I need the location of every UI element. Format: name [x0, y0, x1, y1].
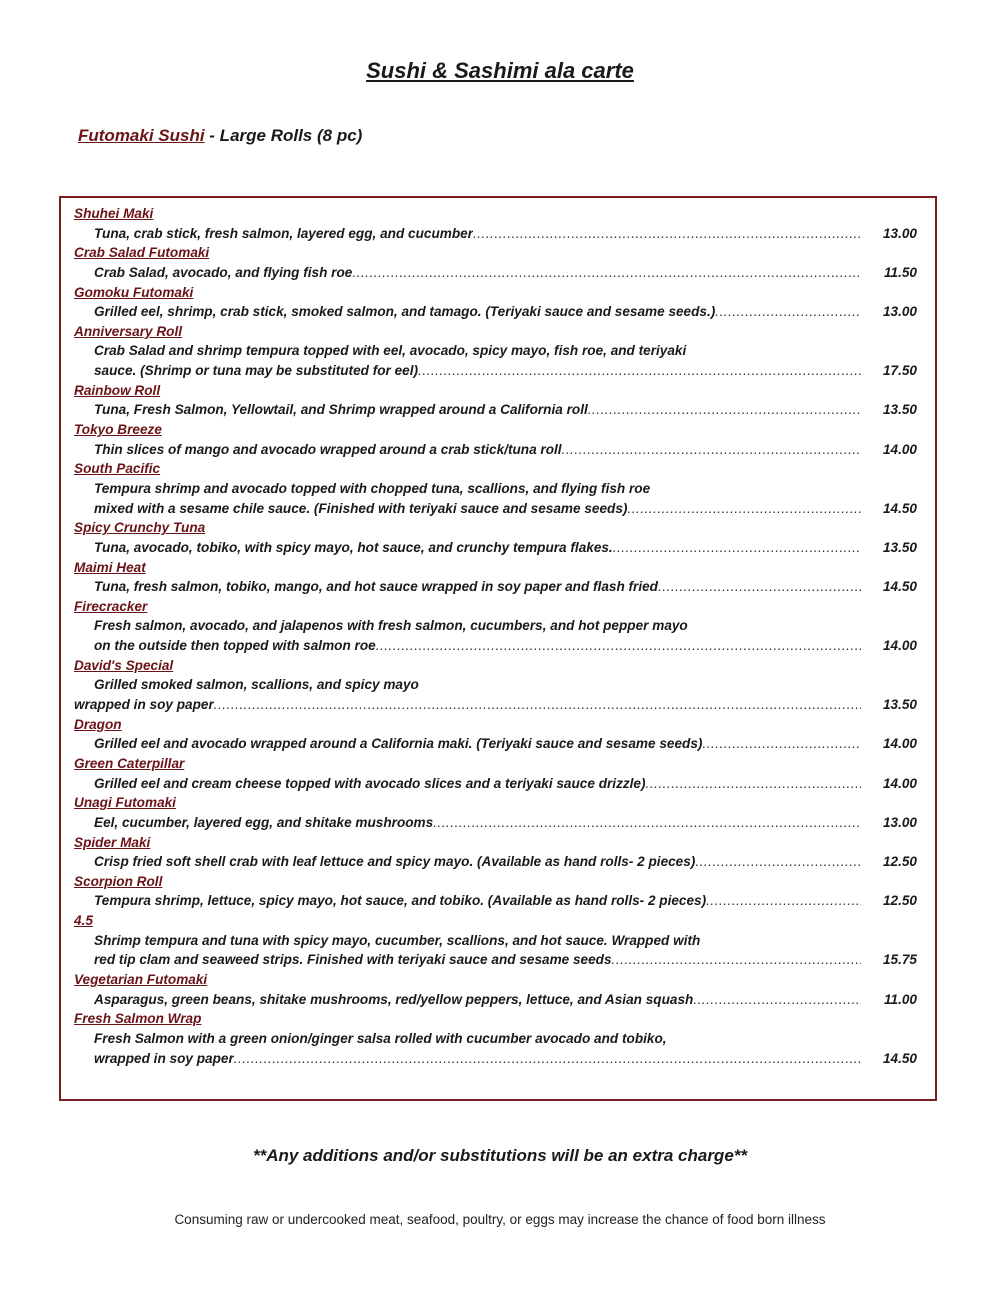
section-heading [78, 126, 362, 146]
menu-item-price: 14.00 [882, 441, 917, 457]
menu-item-description: sauce. (Shrimp or tuna may be substituted for eel) [94, 363, 419, 379]
dot-leader [214, 695, 861, 715]
menu-item [74, 754, 917, 793]
menu-item-price-row [74, 224, 917, 244]
menu-item [74, 793, 917, 832]
menu-item-price: 13.50 [882, 697, 917, 713]
menu-item [74, 518, 917, 557]
menu-item-description: on the outside then topped with salmon roe [94, 638, 376, 654]
menu-item-price: 14.00 [882, 775, 917, 791]
menu-item-description: mixed with a sesame chile sauce. (Finished with teriyaki sauce and sesame seeds) [94, 500, 628, 516]
menu-item-price: 14.50 [882, 500, 917, 516]
menu-item-description: Tuna, avocado, tobiko, with spicy mayo, hot sauce, and crunchy tempura flakes. [94, 539, 613, 555]
menu-item-name: Tokyo Breeze [74, 422, 162, 438]
menu-item [74, 204, 917, 243]
menu-item-price-row [74, 990, 917, 1010]
menu-item-price: 12.50 [882, 854, 917, 870]
menu-item-price-row [74, 400, 917, 420]
menu-item-price-row [74, 263, 917, 283]
menu-item-description: Grilled smoked salmon, scallions, and spicy mayo [94, 677, 419, 693]
menu-item-price: 11.00 [883, 991, 917, 1007]
menu-item-price-row [74, 891, 917, 911]
menu-item-price-row [74, 577, 917, 597]
menu-item [74, 911, 917, 970]
menu-item-name: Spicy Crunchy Tuna [74, 520, 206, 536]
page-title: Sushi & Sashimi ala carte [366, 58, 634, 83]
menu-item-description: Fresh salmon, avocado, and jalapenos with fresh salmon, cucumbers, and hot pepper mayo [94, 618, 688, 634]
menu-item-price: 14.50 [882, 579, 917, 595]
dot-leader [646, 774, 861, 794]
menu-item [74, 833, 917, 872]
menu-item-description: Asparagus, green beans, shitake mushrooms, red/yellow peppers, lettuce, and Asian squash [94, 991, 694, 1007]
menu-item-name: Crab Salad Futomaki [74, 245, 210, 261]
dot-leader [702, 734, 861, 754]
dot-leader [658, 577, 861, 597]
dot-leader [234, 1049, 861, 1069]
menu-item-description: Crab Salad, avocado, and flying fish roe [94, 264, 353, 280]
footer-note: **Any additions and/or substitutions will be an extra charge** [252, 1146, 748, 1165]
menu-item-price: 11.50 [883, 264, 917, 280]
menu-item-description: Crab Salad and shrimp tempura topped with eel, avocado, spicy mayo, fish roe, and teriyaki [94, 343, 687, 359]
menu-item-description: wrapped in soy paper [94, 1050, 234, 1066]
menu-item-name: Rainbow Roll [74, 382, 161, 398]
menu-item-price: 13.00 [882, 304, 917, 320]
menu-item-price-row [74, 361, 917, 381]
menu-item-price: 13.50 [882, 539, 917, 555]
menu-item-description: red tip clam and seaweed strips. Finished with teriyaki sauce and sesame seeds [94, 952, 612, 968]
menu-item-price-row [74, 499, 917, 519]
dot-leader [612, 950, 861, 970]
menu-item-name: Unagi Futomaki [74, 795, 176, 811]
dot-leader [588, 400, 861, 420]
menu-item-name: Firecracker [74, 598, 148, 614]
menu-item [74, 970, 917, 1009]
menu-item-price: 14.00 [882, 638, 917, 654]
menu-item [74, 558, 917, 597]
menu-item-name: 4.5 [74, 913, 93, 929]
menu-item-price: 12.50 [882, 893, 917, 909]
menu-item-description: Grilled eel and cream cheese topped with avocado slices and a teriyaki sauce drizzle) [94, 775, 646, 791]
menu-item-name: Scorpion Roll [74, 873, 163, 889]
menu-item-description: Tempura shrimp and avocado topped with chopped tuna, scallions, and flying fish roe [94, 480, 651, 496]
menu-item-name: Maimi Heat [74, 559, 146, 575]
menu-item-price: 15.75 [882, 952, 917, 968]
menu-item-description: Tuna, crab stick, fresh salmon, layered egg, and cucumber [94, 225, 473, 241]
menu-item-price-row [74, 950, 917, 970]
menu-item-description: Crisp fried soft shell crab with leaf lettuce and spicy mayo. (Available as hand rolls- 2 pieces) [94, 854, 696, 870]
section-name: Futomaki Sushi [78, 126, 205, 145]
menu-item-name: Vegetarian Futomaki [74, 971, 208, 987]
menu-item-price-row [74, 734, 917, 754]
dot-leader [473, 224, 861, 244]
menu-item-name: Fresh Salmon Wrap [74, 1011, 202, 1027]
menu-item-description: wrapped in soy paper [74, 697, 214, 713]
dot-leader [627, 499, 861, 519]
dot-leader [376, 636, 861, 656]
menu-item-price: 13.00 [882, 225, 917, 241]
menu-item-price-row [74, 302, 917, 322]
menu-item [74, 459, 917, 518]
menu-item-price: 13.50 [882, 402, 917, 418]
menu-item-price-row [74, 774, 917, 794]
dot-leader [715, 302, 861, 322]
menu-item-description: Fresh Salmon with a green onion/ginger salsa rolled with cucumber avocado and tobiko, [94, 1030, 667, 1046]
dot-leader [695, 852, 861, 872]
dot-leader [706, 891, 861, 911]
menu-item-price-row [74, 813, 917, 833]
menu-item-price-row [74, 852, 917, 872]
menu-item-description: Tuna, fresh salmon, tobiko, mango, and hot sauce wrapped in soy paper and flash fried [94, 579, 658, 595]
dot-leader [693, 990, 861, 1010]
disclaimer: Consuming raw or undercooked meat, seafood, poultry, or eggs may increase the chance of food born illness [174, 1212, 826, 1227]
menu-item [74, 420, 917, 459]
menu-item-price-row [74, 440, 917, 460]
menu-item-price: 14.00 [882, 736, 917, 752]
menu-item-price-row [74, 636, 917, 656]
dot-leader [352, 263, 861, 283]
menu-item [74, 715, 917, 754]
menu-item-name: Dragon [74, 716, 122, 732]
menu-item-name: Gomoku Futomaki [74, 284, 194, 300]
menu-item [74, 322, 917, 381]
menu-item-price: 14.50 [882, 1050, 917, 1066]
menu-item-name: David's Special [74, 657, 174, 673]
dot-leader [613, 538, 861, 558]
menu-item [74, 381, 917, 420]
menu-item [74, 656, 917, 715]
menu-item-description: Tuna, Fresh Salmon, Yellowtail, and Shrimp wrapped around a California roll [94, 402, 588, 418]
menu-item [74, 1009, 917, 1068]
menu-list [74, 204, 917, 1068]
menu-box [59, 196, 937, 1101]
menu-item-name: Spider Maki [74, 834, 151, 850]
dot-leader [562, 440, 861, 460]
menu-item-price: 13.00 [882, 814, 917, 830]
menu-item-description: Shrimp tempura and tuna with spicy mayo, cucumber, scallions, and hot sauce. Wrapped with [94, 932, 701, 948]
menu-item-price-row [74, 695, 917, 715]
menu-item [74, 597, 917, 656]
menu-item-description: Eel, cucumber, layered egg, and shitake mushrooms [94, 814, 434, 830]
section-subtitle: - Large Rolls (8 pc) [204, 126, 363, 145]
menu-item-name: Green Caterpillar [74, 755, 185, 771]
menu-item-name: Shuhei Maki [74, 206, 154, 221]
dot-leader [418, 361, 861, 381]
menu-item-description: Thin slices of mango and avocado wrapped around a crab stick/tuna roll [94, 441, 562, 457]
menu-item [74, 872, 917, 911]
menu-item-description: Tempura shrimp, lettuce, spicy mayo, hot sauce, and tobiko. (Available as hand rolls- 2 pieces) [94, 893, 707, 909]
menu-item-price: 17.50 [882, 363, 917, 379]
menu-item [74, 243, 917, 282]
menu-item-name: Anniversary Roll [74, 323, 183, 339]
menu-item-description: Grilled eel, shrimp, crab stick, smoked salmon, and tamago. (Teriyaki sauce and sesame seeds.) [94, 304, 716, 320]
dot-leader [433, 813, 861, 833]
menu-item-price-row [74, 538, 917, 558]
menu-item-description: Grilled eel and avocado wrapped around a California maki. (Teriyaki sauce and sesame seeds) [94, 736, 703, 752]
menu-item [74, 283, 917, 322]
menu-item-price-row [74, 1049, 917, 1069]
menu-item-name: South Pacific [74, 461, 161, 477]
